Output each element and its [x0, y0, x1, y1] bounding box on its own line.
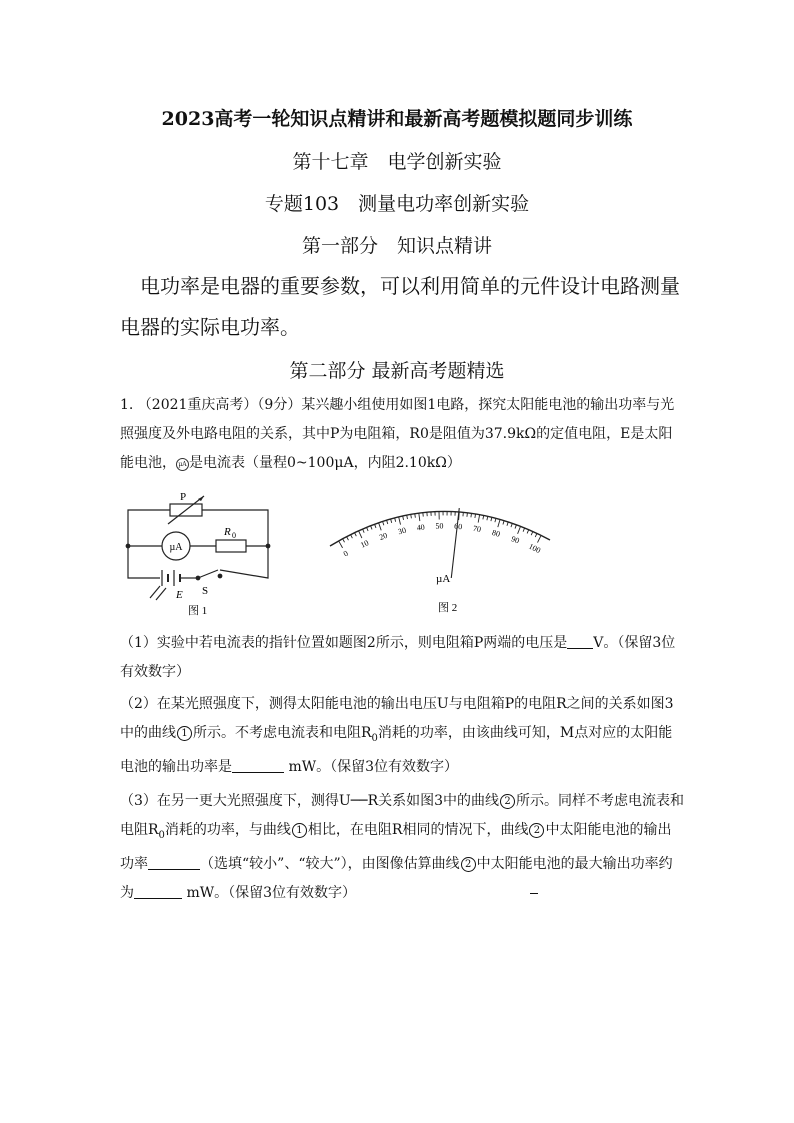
intro-text: 电功率是电器的重要参数，可以利用简单的元件设计电路测量电器的实际电功率。 [120, 274, 680, 339]
dial-tick [475, 514, 476, 518]
dial-tick [535, 533, 537, 537]
dial-tick [515, 525, 516, 529]
dial-tick [415, 514, 416, 518]
part-3-text-h: mW。（保留3位有效数字） [182, 884, 357, 901]
question-1-part-3 [120, 787, 684, 908]
answer-blank-1[interactable] [567, 634, 593, 649]
dial-pointer [451, 508, 459, 578]
part-1-text-b: V。（保留3位有效数字） [120, 635, 676, 680]
dial-tick-label: 20 [378, 530, 389, 543]
dial-tick-label: 60 [453, 521, 463, 532]
dial-tick [495, 518, 496, 522]
circled-number-2: 2 [529, 823, 544, 838]
circuit-figure-1 [120, 490, 280, 620]
answer-blank-4[interactable] [134, 884, 182, 899]
chapter-heading: 第十七章 电学创新实验 [292, 151, 502, 173]
meter-dial-figure-2 [318, 484, 570, 624]
dial-tick [483, 515, 484, 519]
answer-blank-2[interactable] [232, 758, 284, 773]
circled-number-2: 2 [461, 857, 476, 872]
question-1-stem-text-b: 是电流表（量程0~100μA，内阻2.10kΩ） [189, 455, 461, 471]
dial-tick-label: 0 [341, 548, 350, 559]
dial-tick [379, 523, 382, 531]
question-1-part-1 [120, 629, 684, 687]
dial-unit: µA [436, 573, 451, 585]
label-r0: R [224, 526, 231, 538]
part-1-text-a: （1）实验中若电流表的指针位置如题图2所示，则电阻箱P两端的电压是 [120, 635, 568, 651]
dial-tick [487, 516, 488, 520]
dial-tick [375, 524, 376, 528]
part-2-text-c: 消耗的功率，由该曲线可知，M点对应的太阳能电池的输出功率是 [120, 725, 673, 775]
label-e: E [176, 589, 183, 601]
dial-tick-label: 10 [359, 538, 371, 550]
dial-tick [471, 513, 472, 517]
document-title: 2023高考一轮知识点精讲和最新高考题模拟题同步训练 [161, 108, 633, 130]
dial-tick [391, 519, 392, 523]
dial-tick [419, 513, 420, 521]
topic-heading: 专题103 测量电功率创新实验 [264, 193, 530, 215]
dial-tick [503, 521, 504, 525]
dial-tick-label: 40 [416, 522, 426, 533]
dial-tick [395, 518, 396, 522]
dial-tick [478, 515, 479, 523]
subscript-0: 0 [158, 829, 165, 841]
dial-tick [343, 539, 345, 543]
dial-tick [371, 526, 372, 530]
trailing-underscore-mark [530, 893, 538, 894]
part-one-heading: 第一部分 知识点精讲 [301, 235, 492, 257]
dial-tick-label: 100 [527, 541, 543, 556]
dial-tick [351, 535, 353, 539]
dial-tick [518, 526, 521, 533]
junction-right [266, 544, 271, 549]
part-3-text-d: 相比，在电阻R相同的情况下，曲线 [307, 822, 529, 838]
circled-number-1: 1 [292, 823, 307, 838]
circled-number-2: 2 [500, 794, 515, 809]
part-3-text-b: 所示。同样不考虑电流表和电阻R [120, 793, 685, 838]
dial-tick [498, 519, 500, 527]
part-two-heading: 第二部分 最新高考题精选 [289, 360, 505, 382]
dial-tick [511, 523, 512, 527]
junction-left [126, 544, 131, 549]
figure-1-caption: 图 1 [188, 605, 208, 617]
circled-number-1: 1 [177, 726, 192, 741]
dial-tick [347, 537, 349, 541]
question-1-stem-text: 1. （2021重庆高考）（9分）某兴趣小组使用如图1电路，探究太阳能电池的输出功率与光照强度及外电路电阻的关系，其中P为电阻箱，R0是阻值为37.9kΩ的定值电阻，E是太阳能电池， [120, 397, 675, 471]
question-1-part-2 [120, 690, 684, 782]
part-2-text-b: 所示。不考虑电流表和电阻R [193, 725, 372, 741]
dial-tick-label: 50 [435, 521, 444, 531]
dial-tick [538, 535, 542, 542]
dial-tick [523, 528, 525, 532]
question-1-stem [120, 391, 684, 478]
dial-tick [527, 530, 529, 534]
part-2-text-a: （2）在某光照强度下，测得太阳能电池的输出电压U与电阻箱P的电阻R之间的关系如图3中的曲线 [120, 696, 674, 741]
part-3-text-c: 消耗的功率，与曲线 [164, 822, 291, 838]
intro-paragraph [120, 266, 680, 348]
dial-tick [359, 531, 362, 538]
part-2-text-d: mW。（保留3位有效数字） [284, 758, 459, 775]
dial-tick [387, 520, 388, 524]
dial-tick [531, 532, 533, 536]
subscript-0: 0 [371, 732, 378, 744]
answer-blank-3[interactable] [148, 855, 200, 870]
dial-tick [383, 521, 384, 525]
ammeter-icon: µA [176, 458, 189, 471]
dial-tick-label: 30 [397, 525, 407, 537]
part-3-text-g: 中太阳能电池的最大输出功率约为 [120, 855, 673, 901]
dial-tick-label: 80 [490, 527, 502, 539]
dial-tick-label: 90 [509, 534, 521, 546]
part-3-text-f: （选填“较小”、“较大”），由图像估算曲线 [200, 855, 460, 872]
dial-tick [367, 527, 369, 531]
label-r0-sub: 0 [232, 531, 236, 540]
part-3-text-e: 中太阳能电池的输出功率 [120, 822, 672, 872]
label-s: S [202, 585, 209, 597]
figure-2-caption: 图 2 [438, 602, 458, 614]
dial-tick [355, 533, 357, 537]
dial-tick [491, 517, 492, 521]
dial-tick [339, 541, 343, 548]
dial-tick [403, 516, 404, 520]
dial-tick-label: 70 [472, 523, 482, 535]
dial-tick [507, 522, 508, 526]
label-meter: µA [169, 542, 183, 553]
label-p: P [180, 491, 187, 503]
part-3-text-a: （3）在另一更大光照强度下，测得U──R关系如图3中的曲线 [120, 793, 500, 809]
dial-tick [363, 529, 365, 533]
dial-labels [342, 521, 542, 558]
dial-tick [399, 517, 401, 525]
